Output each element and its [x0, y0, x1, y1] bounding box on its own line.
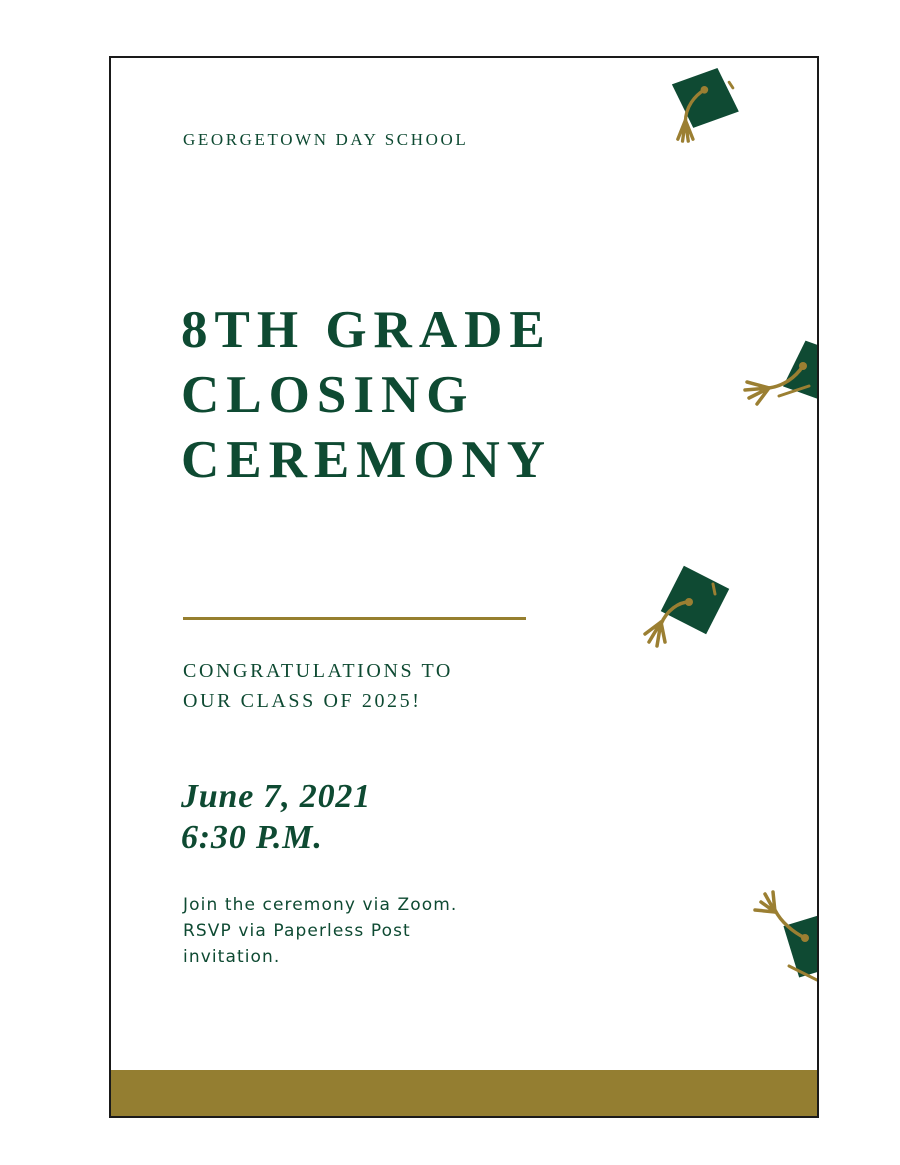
school-name: GEORGETOWN DAY SCHOOL	[183, 130, 469, 149]
graduation-cap-icon	[637, 554, 737, 654]
event-title	[181, 298, 552, 493]
divider	[183, 617, 526, 620]
details-line: RSVP via Paperless Post	[183, 921, 411, 941]
graduation-cap-icon	[655, 56, 750, 156]
title-line: CEREMONY	[181, 431, 553, 489]
event-time: 6:30 P.M.	[181, 819, 323, 856]
event-details	[183, 892, 457, 970]
title-line: CLOSING	[181, 366, 475, 424]
congratulations-message	[183, 656, 453, 716]
congrats-line: OUR CLASS OF 2025!	[183, 690, 422, 712]
graduation-cap-icon	[739, 334, 819, 414]
graduation-cap-icon	[747, 888, 819, 998]
congrats-line: CONGRATULATIONS TO	[183, 660, 453, 682]
invitation-card	[109, 56, 819, 1118]
event-datetime	[181, 776, 371, 858]
details-line: Join the ceremony via Zoom.	[183, 895, 458, 915]
title-line: 8TH GRADE	[181, 301, 552, 359]
footer-band	[111, 1070, 817, 1116]
event-date: June 7, 2021	[181, 778, 372, 815]
details-line: invitation.	[183, 947, 281, 967]
